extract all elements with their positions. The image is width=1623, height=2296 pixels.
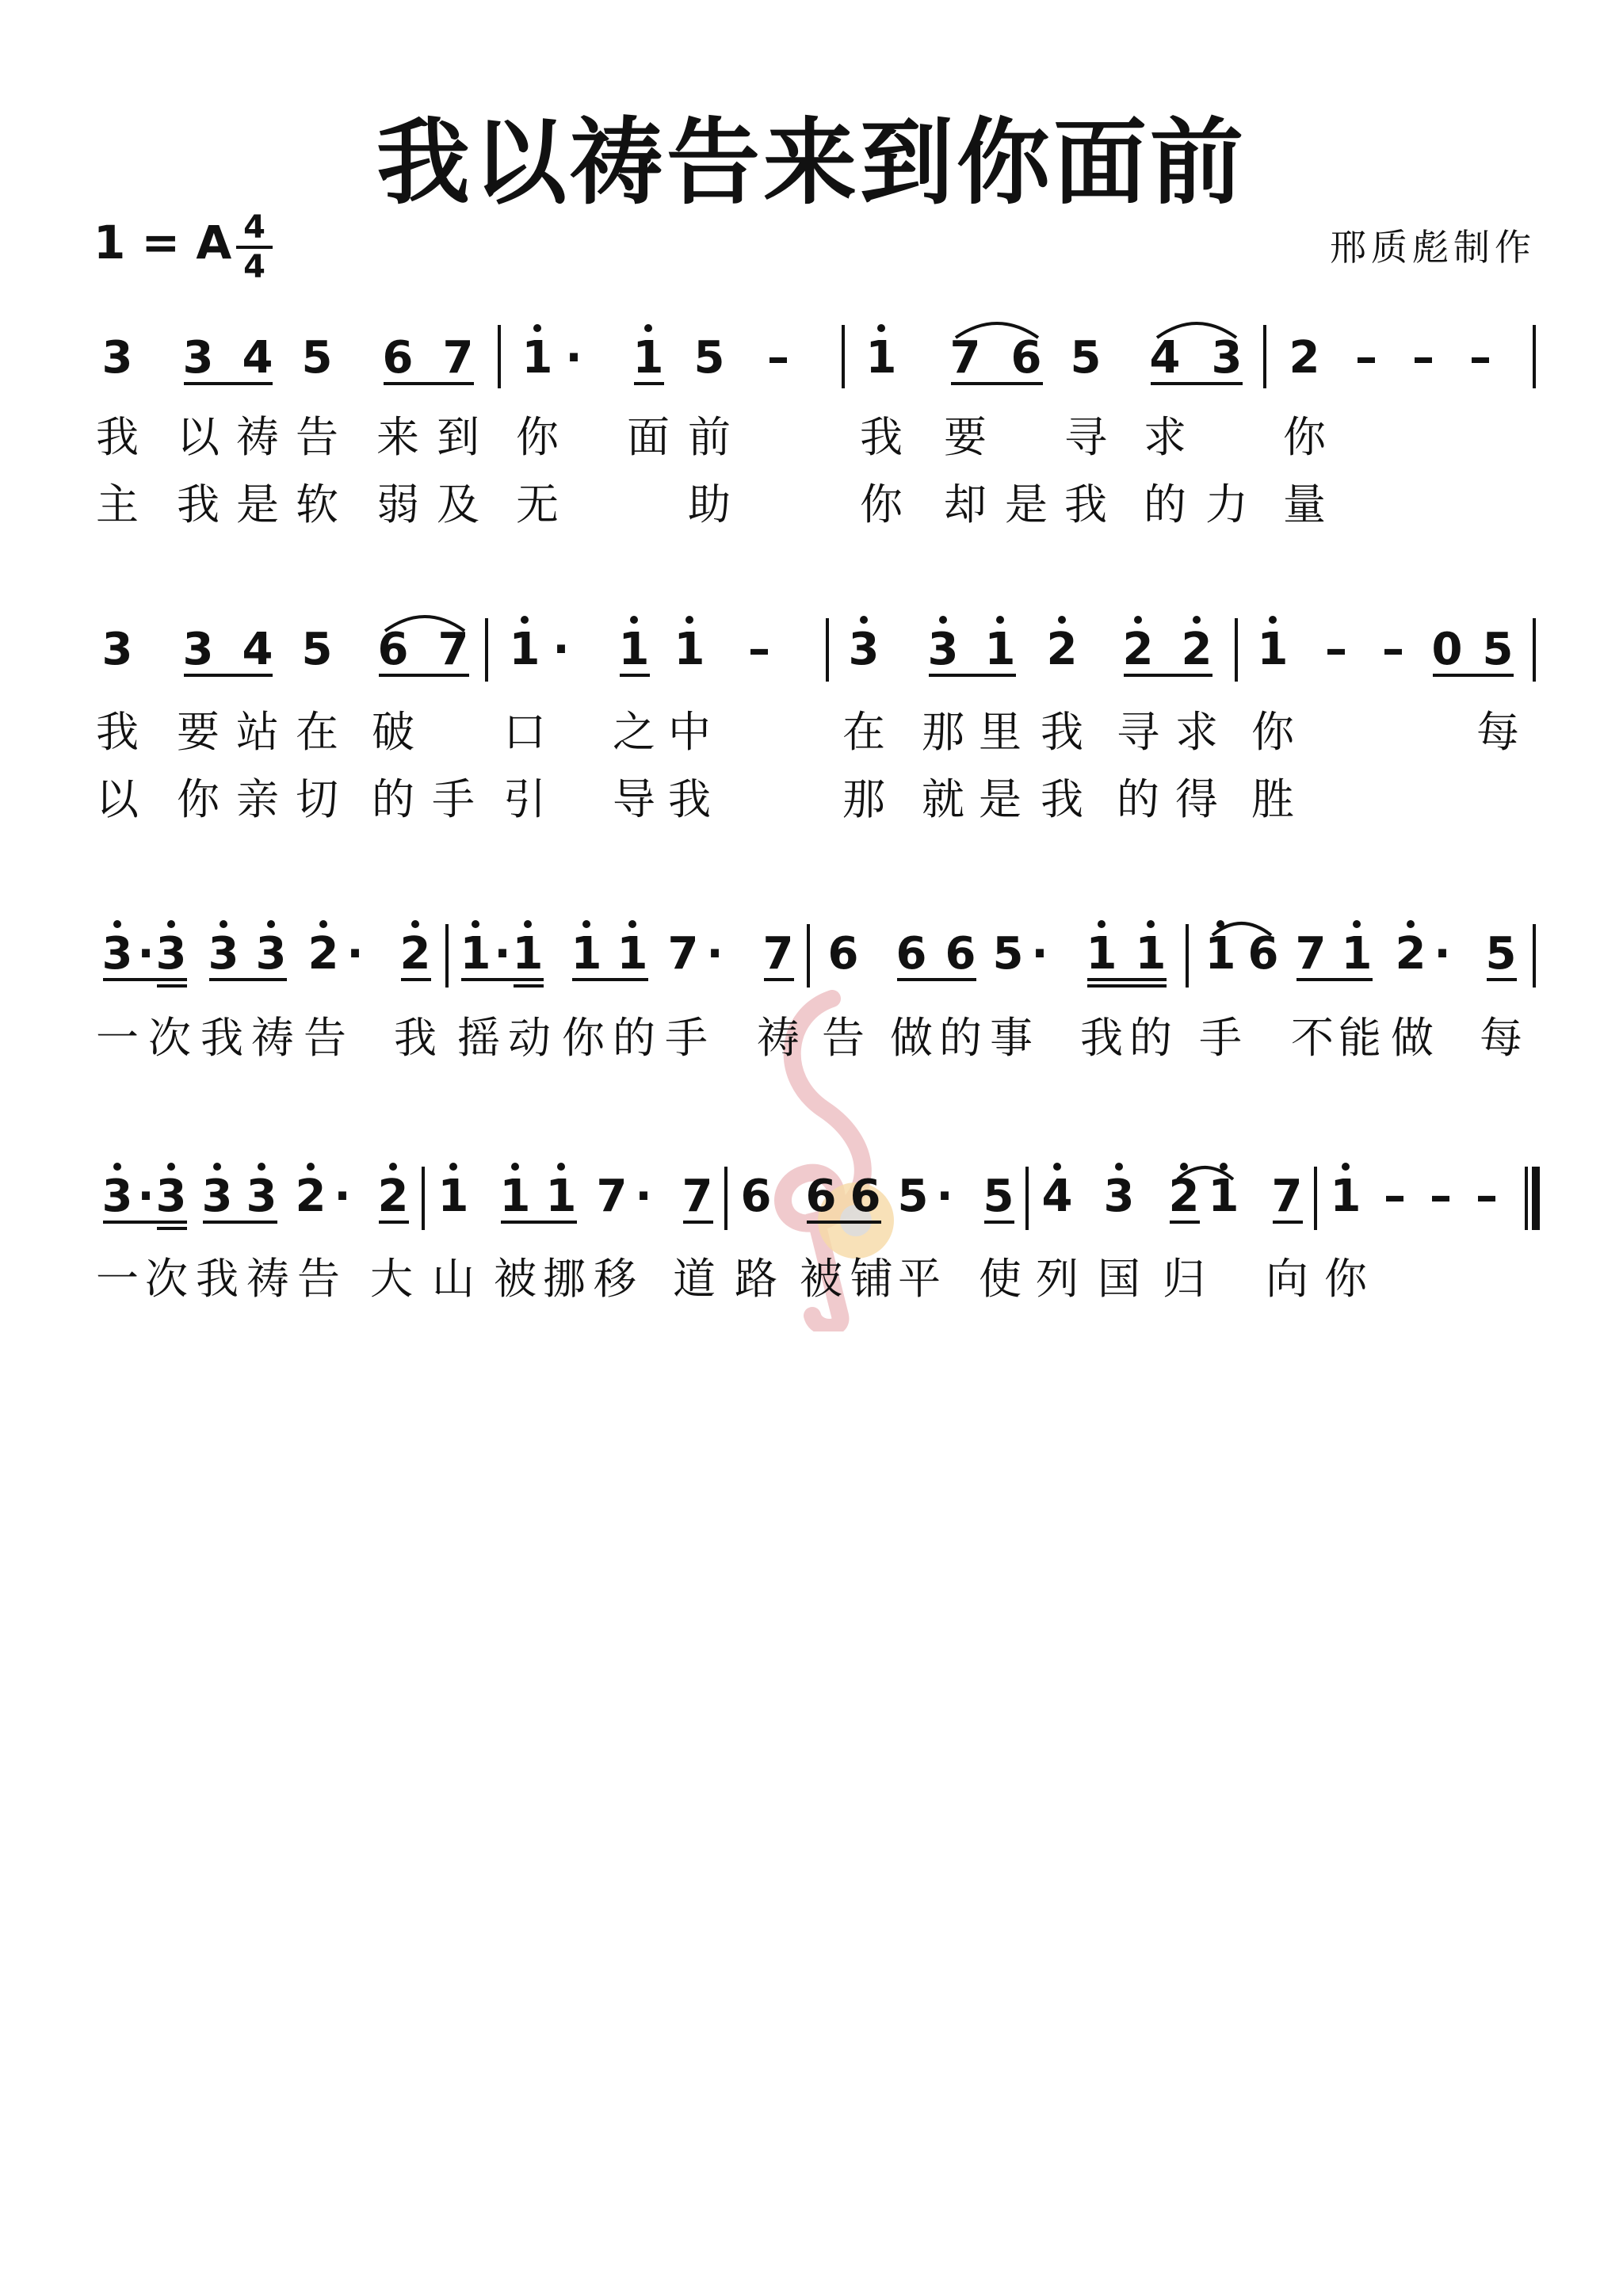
lyric-char: 一 [96, 1254, 139, 1304]
lyric-char: 力 [1205, 479, 1248, 529]
lyric-char: 引 [503, 774, 546, 824]
lyric-char: 动 [508, 1013, 551, 1063]
score-note: 1 [1205, 928, 1236, 980]
octave-dot [1180, 1163, 1188, 1171]
score-note: 1 [571, 928, 602, 980]
lyric-char: 切 [296, 774, 338, 824]
lyric-char: 向 [1266, 1254, 1308, 1304]
time-signature-top: 4 [243, 209, 265, 246]
score-note: 7 [442, 332, 474, 384]
lyric-char: 摇 [457, 1013, 500, 1063]
lyric-char: 是 [979, 774, 1022, 824]
score-note: 1 [674, 624, 705, 675]
lyric-char: 是 [236, 479, 279, 529]
score-note: 1 [1257, 624, 1289, 675]
score-note: 6 [827, 928, 859, 980]
score-note: 2 [377, 1171, 409, 1222]
score-note: – [1430, 1171, 1452, 1222]
score-note: 0 [1431, 624, 1463, 675]
score-note: 5 [693, 332, 725, 384]
octave-dot [1058, 616, 1066, 624]
score-note: 2 [295, 1171, 327, 1222]
lyric-char: 前 [688, 412, 731, 462]
score-note: 1 [1135, 928, 1167, 980]
lyric-char: 挪 [543, 1254, 586, 1304]
lyric-char: 那 [842, 774, 885, 824]
lyric-char: 及 [437, 479, 479, 529]
octave-dot [267, 920, 275, 928]
lyric-char: 导 [613, 774, 655, 824]
octave-dot [1115, 1163, 1123, 1171]
score-note: 1 [1086, 928, 1117, 980]
octave-dot [472, 920, 479, 928]
score-note: – [1412, 332, 1434, 384]
song-title: 我以祷告来到你面前 [376, 107, 1247, 217]
score-note: 3 [155, 928, 187, 980]
lyric-char: 软 [296, 479, 338, 529]
score-note: 1 [499, 1171, 531, 1222]
score-note: 1 [865, 332, 897, 384]
score-note: 4 [242, 332, 273, 384]
lyric-char: 到 [437, 412, 479, 462]
octave-dot [521, 616, 529, 624]
score-note: · [552, 624, 570, 675]
lyric-char: 手 [1199, 1013, 1242, 1063]
lyric-char: 告 [297, 1254, 340, 1304]
octave-dot [1053, 1163, 1061, 1171]
score-note: 3 [182, 332, 214, 384]
score-note: 7 [1295, 928, 1327, 980]
score-note: 6 [945, 928, 976, 980]
key-signature: 1 = A [94, 216, 232, 269]
lyric-char: 你 [1283, 412, 1326, 462]
lyric-char: 归 [1163, 1254, 1205, 1304]
score-note: 1 [617, 928, 648, 980]
time-signature-bottom: 4 [243, 249, 265, 285]
score-note: 1 [521, 332, 553, 384]
lyric-char: 做 [1391, 1013, 1434, 1063]
octave-dot [939, 616, 947, 624]
lyric-char: 来 [376, 412, 419, 462]
lyric-char: 那 [922, 707, 964, 757]
score-note: 1 [460, 928, 491, 980]
octave-dot [557, 1163, 565, 1171]
score-note: – [748, 624, 770, 675]
score-note: 3 [101, 928, 133, 980]
lyric-char: 列 [1036, 1254, 1079, 1304]
lyric-char: 手 [432, 774, 475, 824]
octave-dot [449, 1163, 457, 1171]
score-note: · [565, 332, 582, 384]
score-note: 2 [1395, 928, 1426, 980]
lyric-char: 助 [688, 479, 731, 529]
score-note: 5 [301, 624, 333, 675]
score-note: 4 [242, 624, 273, 675]
score-note: 3 [1103, 1171, 1135, 1222]
octave-dot [1147, 920, 1155, 928]
score-note: 6 [850, 1171, 881, 1222]
score-note: 1 [618, 624, 650, 675]
lyric-char: 的 [939, 1013, 982, 1063]
octave-dot [533, 324, 541, 332]
octave-dot [258, 1163, 265, 1171]
lyric-char: 亲 [236, 774, 279, 824]
score-note: · [334, 1171, 351, 1222]
lyric-char: 里 [979, 707, 1022, 757]
lyric-char: 是 [1005, 479, 1048, 529]
score-note: · [346, 928, 364, 980]
lyric-char: 我 [668, 774, 711, 824]
score-note: 2 [307, 928, 339, 980]
score-note: 2 [1122, 624, 1154, 675]
lyric-char: 之 [613, 707, 655, 757]
lyric-char: 以 [96, 774, 139, 824]
score-note: 3 [101, 1171, 133, 1222]
lyric-char: 求 [1144, 412, 1186, 462]
lyric-char: 我 [196, 1254, 239, 1304]
lyric-char: 弱 [376, 479, 419, 529]
lyric-char: 被 [800, 1254, 842, 1304]
score-note: – [1476, 1171, 1498, 1222]
lyric-char: 你 [1251, 707, 1294, 757]
score-note: 3 [246, 1171, 277, 1222]
lyric-char: 山 [432, 1254, 475, 1304]
octave-dot [1220, 1163, 1228, 1171]
score-note: 4 [1041, 1171, 1073, 1222]
score-note: · [936, 1171, 953, 1222]
score-note: – [1469, 332, 1491, 384]
score-note: – [1384, 1171, 1406, 1222]
score-note: 6 [896, 928, 927, 980]
octave-dot [389, 1163, 397, 1171]
lyric-char: 祷 [757, 1013, 800, 1063]
score-note: · [137, 928, 155, 980]
lyric-char: 破 [372, 707, 414, 757]
octave-dot [113, 1163, 121, 1171]
score-note: 6 [377, 624, 409, 675]
lyric-char: 你 [860, 479, 903, 529]
score-note: · [706, 928, 724, 980]
score-note: 7 [762, 928, 794, 980]
score-note: 4 [1149, 332, 1181, 384]
lyric-char: 做 [890, 1013, 933, 1063]
octave-dot [685, 616, 693, 624]
lyric-char: 的 [613, 1013, 655, 1063]
score-note: 1 [632, 332, 664, 384]
score-note: 3 [201, 1171, 233, 1222]
lyric-char: 国 [1098, 1254, 1140, 1304]
octave-dot [1353, 920, 1361, 928]
score-note: 6 [382, 332, 414, 384]
score-note: 6 [1010, 332, 1042, 384]
score-note: 3 [927, 624, 959, 675]
score-note: 6 [1247, 928, 1279, 980]
score-note: 5 [1482, 624, 1514, 675]
lyric-char: 不 [1291, 1013, 1334, 1063]
octave-dot [582, 920, 590, 928]
octave-dot [1407, 920, 1415, 928]
lyric-char: 你 [1324, 1254, 1367, 1304]
lyric-char: 能 [1338, 1013, 1381, 1063]
lyric-char: 胜 [1251, 774, 1294, 824]
score-note: 2 [1168, 1171, 1200, 1222]
score-note: 5 [983, 1171, 1014, 1222]
octave-dot [1269, 616, 1277, 624]
score-note: 5 [1485, 928, 1517, 980]
score-note: · [137, 1171, 155, 1222]
score-note: 7 [437, 624, 469, 675]
score-note: – [1355, 332, 1377, 384]
lyric-char: 我 [1041, 774, 1083, 824]
lyric-char: 你 [562, 1013, 605, 1063]
score-note: 7 [1271, 1171, 1303, 1222]
octave-dot [860, 616, 868, 624]
octave-dot [113, 920, 121, 928]
lyric-char: 我 [96, 707, 139, 757]
lyric-char: 口 [503, 707, 546, 757]
lyric-char: 站 [236, 707, 279, 757]
score-note: 3 [101, 624, 133, 675]
lyric-char: 我 [1064, 479, 1107, 529]
score-note: 3 [101, 332, 133, 384]
lyric-char: 每 [1480, 1013, 1522, 1063]
lyric-char: 被 [494, 1254, 537, 1304]
lyric-char: 我 [1041, 707, 1083, 757]
lyric-char: 大 [370, 1254, 413, 1304]
lyric-char: 却 [944, 479, 987, 529]
lyric-char: 就 [922, 774, 964, 824]
score-note: 5 [1070, 332, 1102, 384]
score-note: 7 [596, 1171, 628, 1222]
lyric-char: 我 [1080, 1013, 1123, 1063]
lyric-char: 无 [516, 479, 559, 529]
lyric-char: 面 [627, 412, 670, 462]
octave-dot [644, 324, 652, 332]
score-note: 2 [399, 928, 431, 980]
octave-dot [167, 920, 175, 928]
score-note: 3 [1211, 332, 1243, 384]
score-note: 1 [1330, 1171, 1361, 1222]
score-layer [96, 324, 1522, 1304]
score-note: 5 [897, 1171, 929, 1222]
score-note: 2 [1046, 624, 1078, 675]
lyric-char: 告 [296, 412, 338, 462]
score-note: 3 [848, 624, 880, 675]
octave-dot [319, 920, 327, 928]
author-credit: 邢质彪制作 [1330, 226, 1536, 269]
score-note: – [1325, 624, 1347, 675]
octave-dot [220, 920, 227, 928]
lyric-char: 祷 [251, 1013, 294, 1063]
score-note: 5 [301, 332, 333, 384]
score-note: – [1382, 624, 1404, 675]
octave-dot [213, 1163, 221, 1171]
score-note: 2 [1181, 624, 1212, 675]
score-note: 7 [667, 928, 699, 980]
lyric-char: 祷 [236, 412, 279, 462]
lyric-char: 一 [96, 1013, 139, 1063]
score-note: 3 [155, 1171, 187, 1222]
lyric-char: 寻 [1117, 707, 1159, 757]
score-note: 1 [1341, 928, 1373, 980]
lyric-char: 我 [200, 1013, 243, 1063]
lyric-char: 移 [594, 1254, 636, 1304]
lyric-char: 寻 [1064, 412, 1107, 462]
lyric-char: 道 [673, 1254, 716, 1304]
lyric-char: 事 [990, 1013, 1033, 1063]
score-note: 2 [1289, 332, 1320, 384]
score-note: 1 [437, 1171, 469, 1222]
score-note: 6 [740, 1171, 772, 1222]
lyric-char: 我 [860, 412, 903, 462]
lyric-char: 我 [394, 1013, 437, 1063]
lyric-char: 路 [735, 1254, 777, 1304]
lyric-char: 求 [1175, 707, 1218, 757]
score-note: 1 [545, 1171, 577, 1222]
lyric-char: 要 [177, 707, 220, 757]
octave-dot [307, 1163, 315, 1171]
lyric-char: 使 [979, 1254, 1022, 1304]
lyric-char: 中 [668, 707, 711, 757]
octave-dot [877, 324, 885, 332]
octave-dot [167, 1163, 175, 1171]
lyric-char: 你 [516, 412, 559, 462]
lyric-char: 在 [842, 707, 885, 757]
lyric-char: 主 [96, 479, 139, 529]
octave-dot [1098, 920, 1106, 928]
octave-dot [630, 616, 638, 624]
lyric-char: 的 [1144, 479, 1186, 529]
score-note: 1 [984, 624, 1016, 675]
lyric-char: 次 [145, 1254, 188, 1304]
score-note: 7 [949, 332, 981, 384]
lyric-char: 告 [822, 1013, 865, 1063]
score-note: · [494, 928, 511, 980]
lyric-char: 的 [372, 774, 414, 824]
score-note: 1 [509, 624, 540, 675]
lyric-char: 量 [1283, 479, 1326, 529]
lyric-char: 平 [898, 1254, 941, 1304]
octave-dot [1342, 1163, 1350, 1171]
lyric-char: 祷 [246, 1254, 289, 1304]
octave-dot [628, 920, 636, 928]
score-note: 6 [805, 1171, 837, 1222]
lyric-char: 手 [665, 1013, 708, 1063]
score-note: 3 [208, 928, 239, 980]
lyric-char: 要 [944, 412, 987, 462]
score-note: 5 [992, 928, 1024, 980]
octave-dot [511, 1163, 519, 1171]
octave-dot [996, 616, 1004, 624]
score-note: 1 [512, 928, 544, 980]
lyric-char: 我 [177, 479, 220, 529]
score-note: 3 [255, 928, 287, 980]
lyric-char: 铺 [850, 1254, 893, 1304]
score-note: 7 [682, 1171, 713, 1222]
lyric-char: 我 [96, 412, 139, 462]
lyric-char: 每 [1476, 707, 1519, 757]
lyric-char: 的 [1117, 774, 1159, 824]
score-note: 3 [182, 624, 214, 675]
octave-dot [411, 920, 419, 928]
lyric-char: 得 [1175, 774, 1218, 824]
score-note: 1 [1208, 1171, 1239, 1222]
lyric-char: 告 [304, 1013, 346, 1063]
score-note: · [635, 1171, 652, 1222]
lyric-char: 以 [177, 412, 220, 462]
lyric-char: 次 [148, 1013, 191, 1063]
octave-dot [1193, 616, 1201, 624]
score-note: · [1434, 928, 1451, 980]
lyric-char: 你 [177, 774, 220, 824]
score-note: – [767, 332, 789, 384]
octave-dot [524, 920, 532, 928]
lyric-char: 的 [1129, 1013, 1172, 1063]
score-note: · [1031, 928, 1048, 980]
lyric-char: 在 [296, 707, 338, 757]
octave-dot [1134, 616, 1142, 624]
